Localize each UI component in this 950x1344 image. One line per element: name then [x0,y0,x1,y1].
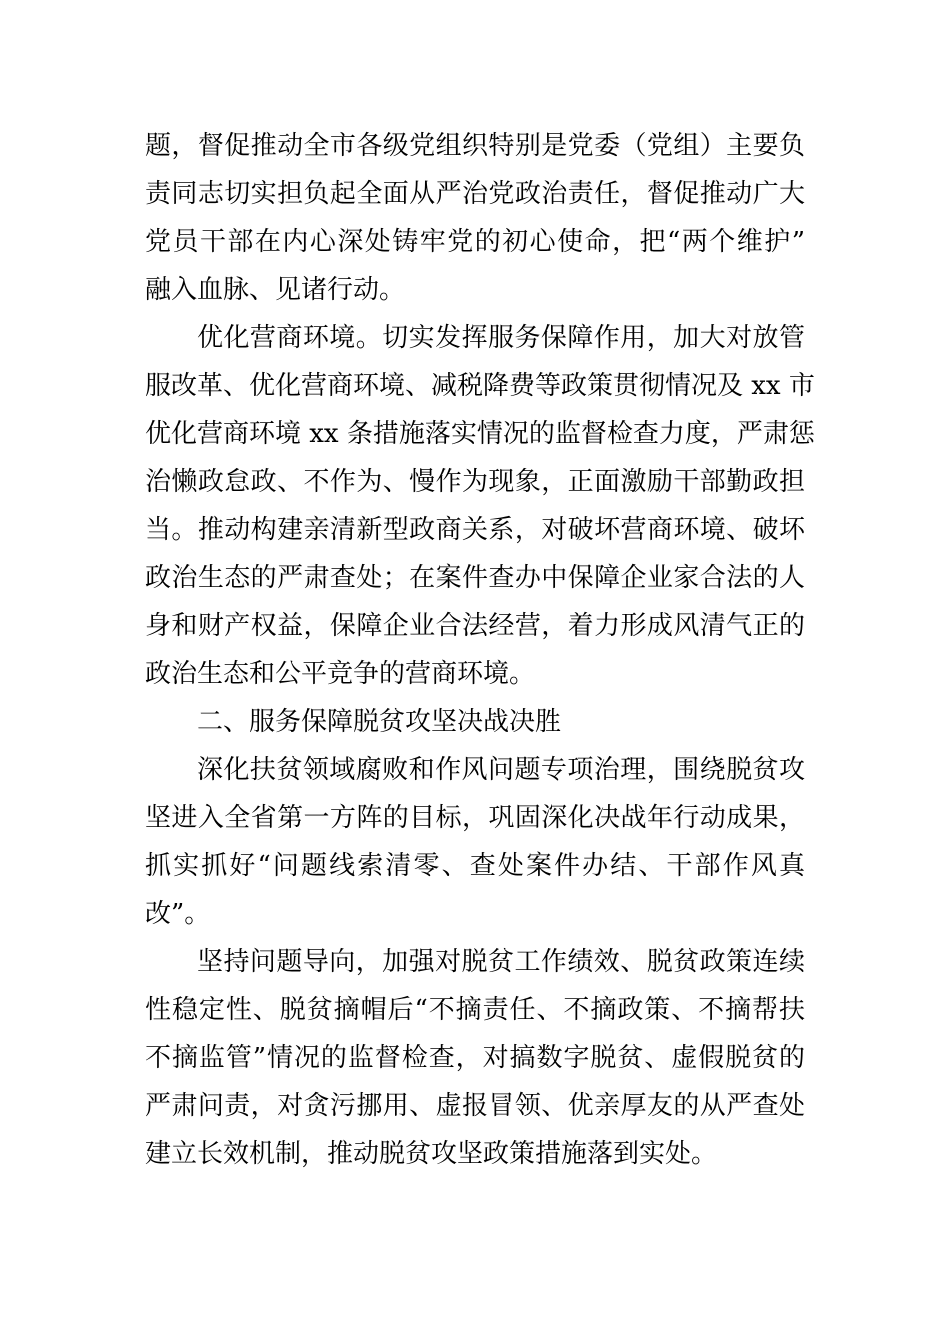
paragraph-line: 责同志切实担负起全面从严治党政治责任，督促推动广大 [145,179,805,209]
paragraph-line: 政治生态的严肃查处；在案件查办中保障企业家合法的人 [145,563,805,593]
paragraph-line: 建立长效机制，推动脱贫攻坚政策措施落到实处。 [145,1139,718,1169]
paragraph-line: 优化营商环境。切实发挥服务保障作用，加大对放管 [197,323,805,353]
paragraph-line: 党员干部在内心深处铸牢党的初心使命，把“两个维护” [145,227,805,257]
paragraph-line: 题，督促推动全市各级党组织特别是党委（党组）主要负 [145,131,805,161]
paragraph-line: 优化营商环境 xx 条措施落实情况的监督检查力度，严肃惩 [145,419,815,449]
paragraph-line: 性稳定性、脱贫摘帽后“不摘责任、不摘政策、不摘帮扶 [145,995,805,1025]
paragraph-line: 严肃问责，对贪污挪用、虚报冒领、优亲厚友的从严查处 [145,1091,805,1121]
paragraph-line: 当。推动构建亲清新型政商关系，对破坏营商环境、破坏 [145,515,805,545]
paragraph-line: 政治生态和公平竞争的营商环境。 [145,659,536,689]
paragraph-line: 坚持问题导向，加强对脱贫工作绩效、脱贫政策连续 [197,947,805,977]
section-heading: 二、服务保障脱贫攻坚决战决胜 [197,707,562,737]
paragraph-line: 改”。 [145,899,211,929]
paragraph-line: 抓实抓好“问题线索清零、查处案件办结、干部作风真 [145,851,805,881]
paragraph-line: 深化扶贫领域腐败和作风问题专项治理，围绕脱贫攻 [197,755,805,785]
paragraph-line: 融入血脉、见诸行动。 [145,275,406,305]
paragraph-line: 坚进入全省第一方阵的目标，巩固深化决战年行动成果， [145,803,805,833]
paragraph-line: 不摘监管”情况的监督检查，对搞数字脱贫、虚假脱贫的 [145,1043,805,1073]
paragraph-line: 身和财产权益，保障企业合法经营，着力形成风清气正的 [145,611,805,641]
paragraph-line: 治懒政怠政、不作为、慢作为现象，正面激励干部勤政担 [145,467,805,497]
paragraph-line: 服改革、优化营商环境、减税降费等政策贯彻情况及 xx 市 [145,371,815,401]
